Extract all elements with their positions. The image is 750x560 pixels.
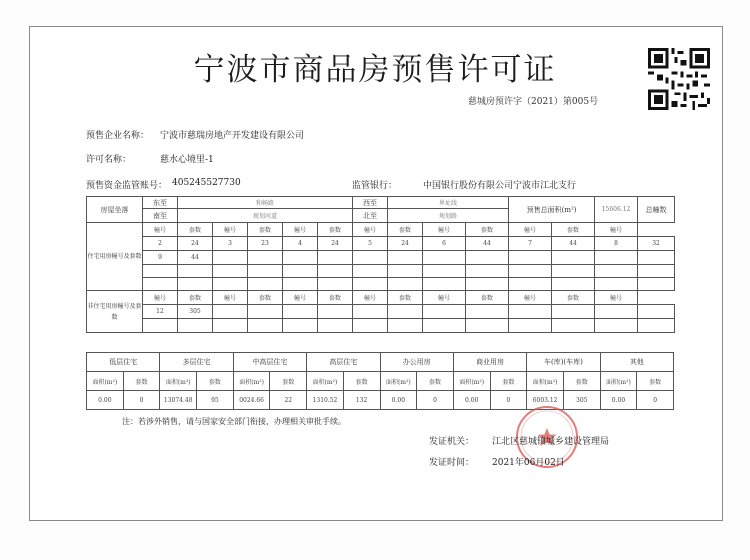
sets-header: 套数 [563,372,600,391]
seller-label: 预售企业名称： [86,131,150,141]
area-value: 0.00 [87,391,124,410]
area-header: 面积(m²) [87,372,124,391]
issue-date-label: 发证时间： [429,458,475,468]
seller-value: 宁波市慈瑞房地产开发建设有限公司 [160,131,305,141]
bldg-header: 幢号 [353,291,388,305]
permit-label: 许可名称： [86,155,132,165]
account-label: 预售资金监管账号： [86,181,168,191]
table-cell: 4 [283,237,318,251]
bldg-header: 幢号 [353,223,388,237]
document-number: 慈城房预许字（2021）第005号 [468,97,599,107]
bldg-header: 幢号 [509,291,552,305]
east-label: 东至 [143,197,178,209]
sets-header: 套数 [248,291,283,305]
sets-header: 套数 [388,223,423,237]
category-header: 商业用房 [453,353,526,372]
bldg-header: 幢号 [213,291,248,305]
north-value: 规划路 [388,209,509,223]
area-header: 面积(m²) [527,372,564,391]
category-header: 其他 [600,353,673,372]
category-header: 多层住宅 [160,353,233,372]
sets-value: 305 [563,391,600,410]
table-cell: 8 [595,237,638,251]
area-value: 13074.48 [160,391,197,410]
area-header: 面积(m²) [453,372,490,391]
account-value: 405245527730 [172,178,241,188]
bldg-header: 幢号 [143,291,178,305]
sets-header: 套数 [552,291,595,305]
table-cell: 2 [143,237,178,251]
sets-header: 套数 [417,372,454,391]
table-cell: 44 [552,237,595,251]
table-cell: 23 [248,237,283,251]
bank-value: 中国银行股份有限公司宁波市江北支行 [423,181,577,191]
sets-value: 0 [637,391,674,410]
table-cell: 44 [178,251,213,265]
bldg-header: 幢号 [595,291,638,305]
certificate-title: 宁波市商品房预售许可证 [193,52,557,88]
sets-header: 套数 [490,372,527,391]
category-header: 低层住宅 [87,353,160,372]
category-header: 办公用房 [380,353,453,372]
bldg-header: 幢号 [283,223,318,237]
total-units-label: 总幢数 [638,197,675,223]
area-summary-table [86,352,674,410]
sets-header: 套数 [637,372,674,391]
permit-table [86,196,675,333]
nonresidential-label: 非住宅用房幢号及套数 [87,291,143,333]
issuer-label: 发证机关： [429,437,475,447]
sets-value: 22 [270,391,307,410]
table-cell: 24 [388,237,423,251]
area-header: 面积(m²) [160,372,197,391]
issuer-value: 江北区慈城镇城乡建设管理局 [492,437,610,447]
sets-header: 套数 [270,372,307,391]
presale-area-value: 15606.12 [595,197,638,223]
table-cell: 44 [466,237,509,251]
area-header: 面积(m²) [307,372,344,391]
bldg-header: 幢号 [283,291,318,305]
residential-label: 住宅用房幢号及套数 [87,223,143,291]
south-label: 南至 [143,209,178,223]
area-value: 0.00 [600,391,637,410]
area-value: 0024.66 [233,391,270,410]
sets-header: 套数 [178,291,213,305]
sets-header: 套数 [123,372,160,391]
sets-value: 0 [490,391,527,410]
category-header: 中高层住宅 [233,353,306,372]
table-cell: 3 [213,237,248,251]
location-label: 房屋坐落 [87,197,143,223]
table-cell: 9 [143,251,178,265]
sets-header: 套数 [552,223,595,237]
area-value: 6003.12 [527,391,564,410]
table-cell: 305 [178,305,213,319]
sets-header: 套数 [343,372,380,391]
west-value: 界址线 [388,197,509,209]
south-value: 规划河道 [178,209,353,223]
issue-date-value: 2021年06月02日 [492,458,565,468]
category-header: 车(库)(车库) [527,353,600,372]
area-value: 0.00 [453,391,490,410]
bldg-header: 幢号 [509,223,552,237]
area-value: 0.00 [380,391,417,410]
area-header: 面积(m²) [233,372,270,391]
sets-header: 套数 [388,291,423,305]
sets-header: 套数 [318,223,353,237]
bldg-header: 幢号 [143,223,178,237]
sets-header: 套数 [248,223,283,237]
sets-header: 套数 [197,372,234,391]
area-value: 1310.52 [307,391,344,410]
table-cell: 5 [353,237,388,251]
bldg-header: 幢号 [423,223,466,237]
sets-header: 套数 [466,291,509,305]
sets-value: 0 [123,391,160,410]
sets-header: 套数 [318,291,353,305]
sets-value: 132 [343,391,380,410]
sets-header: 套数 [178,223,213,237]
west-label: 西至 [353,197,388,209]
bank-label: 监管银行： [352,181,398,191]
sets-value: 0 [417,391,454,410]
area-header: 面积(m²) [380,372,417,391]
table-cell: 32 [638,237,675,251]
bldg-header: 幢号 [423,291,466,305]
north-label: 北至 [353,209,388,223]
bldg-header: 幢号 [595,223,638,237]
bldg-header: 幢号 [213,223,248,237]
table-cell: 12 [143,305,178,319]
category-header: 高层住宅 [307,353,380,372]
table-cell: 7 [509,237,552,251]
table-cell: 24 [318,237,353,251]
area-header: 面积(m²) [600,372,637,391]
permit-value: 慈水心境里-1 [160,155,214,165]
table-cell: 24 [178,237,213,251]
presale-area-label: 预售总面积(m²) [509,197,595,223]
table-cell: 6 [423,237,466,251]
foreign-sales-note: 注：若涉外销售，请与国家安全部门衔接，办理相关审批手续。 [122,417,346,426]
qr-code-icon [648,48,710,110]
sets-header: 套数 [466,223,509,237]
east-value: 和畅路 [178,197,353,209]
sets-value: 95 [197,391,234,410]
